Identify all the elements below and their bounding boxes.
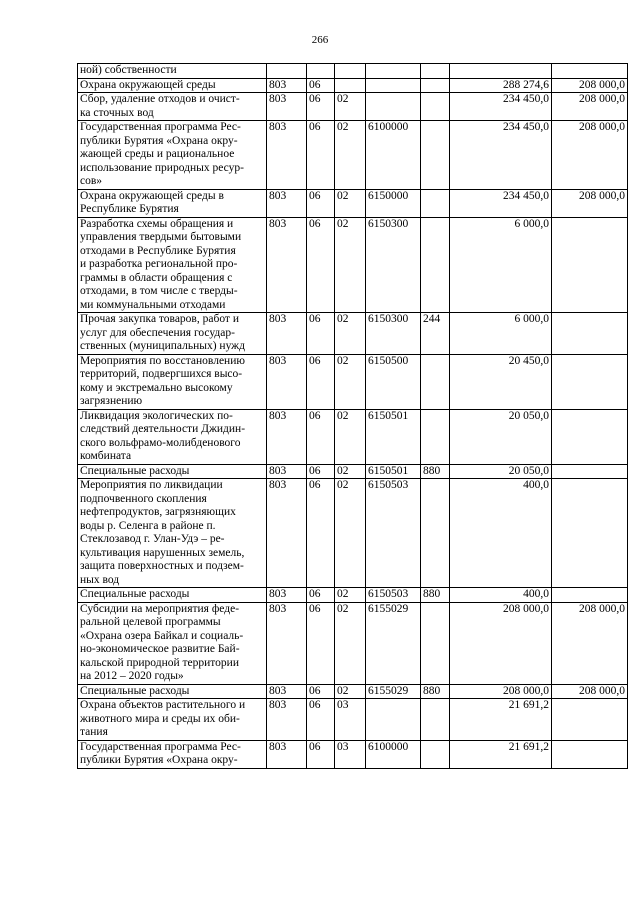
row-amount-1-cell: 208 000,0: [450, 602, 552, 684]
row-expense-type-cell: [421, 409, 450, 464]
row-amount-2-cell: [552, 464, 628, 479]
table-row: [78, 684, 628, 699]
row-ministry-code-cell: 803: [267, 684, 307, 699]
row-subsection-code-cell: [335, 64, 366, 79]
row-name-cell: Сбор, удаление отходов и очист- ка сточных вод: [78, 93, 267, 121]
row-name-cell: Государственная программа Рес- публики Бурятия «Охрана окру- жающей среды и рациональное использование природных ресур- сов»: [78, 121, 267, 190]
table-row: [78, 740, 628, 768]
row-target-item-cell: 6150503: [366, 479, 421, 588]
table-row: [78, 121, 628, 190]
row-target-item-cell: 6150503: [366, 588, 421, 603]
budget-table: [77, 63, 628, 769]
row-amount-1-cell: 400,0: [450, 479, 552, 588]
row-amount-1-cell: 234 450,0: [450, 189, 552, 217]
row-target-item-cell: 6150000: [366, 189, 421, 217]
table-row: [78, 409, 628, 464]
row-name-cell: Прочая закупка товаров, работ и услуг для обеспечения государ- ственных (муниципальных) нужд: [78, 313, 267, 355]
row-expense-type-cell: [421, 64, 450, 79]
row-amount-2-cell: 208 000,0: [552, 93, 628, 121]
row-target-item-cell: 6155029: [366, 602, 421, 684]
row-subsection-code-cell: 02: [335, 93, 366, 121]
row-expense-type-cell: [421, 699, 450, 741]
row-name-cell: Субсидии на мероприятия феде- ральной целевой программы «Охрана озера Байкал и социаль- но-экономическое развитие Бай- кальской природной территории на 2012 – 2020 годы»: [78, 602, 267, 684]
row-name-cell: Мероприятия по ликвидации подпочвенного скопления нефтепродуктов, загрязняющих воды р. Селенга в районе п. Стеклозавод г. Улан-Удэ – ре- культивация нарушенных земель, защита поверхностных и подзем- ных вод: [78, 479, 267, 588]
row-subsection-code-cell: 02: [335, 189, 366, 217]
row-name-cell: Специальные расходы: [78, 684, 267, 699]
row-ministry-code-cell: 803: [267, 121, 307, 190]
row-section-code-cell: 06: [307, 217, 335, 313]
row-amount-1-cell: 6 000,0: [450, 313, 552, 355]
row-amount-2-cell: [552, 409, 628, 464]
row-subsection-code-cell: 02: [335, 684, 366, 699]
row-expense-type-cell: [421, 217, 450, 313]
row-section-code-cell: 06: [307, 121, 335, 190]
row-ministry-code-cell: 803: [267, 189, 307, 217]
row-amount-2-cell: [552, 740, 628, 768]
row-amount-2-cell: 208 000,0: [552, 189, 628, 217]
row-ministry-code-cell: 803: [267, 602, 307, 684]
row-amount-2-cell: 208 000,0: [552, 78, 628, 93]
row-amount-1-cell: 6 000,0: [450, 217, 552, 313]
row-amount-2-cell: [552, 354, 628, 409]
row-target-item-cell: 6150501: [366, 464, 421, 479]
row-expense-type-cell: [421, 93, 450, 121]
row-ministry-code-cell: 803: [267, 588, 307, 603]
row-amount-2-cell: [552, 64, 628, 79]
page-number: 266: [311, 34, 329, 46]
row-section-code-cell: [307, 64, 335, 79]
row-ministry-code-cell: 803: [267, 78, 307, 93]
row-section-code-cell: 06: [307, 684, 335, 699]
table-row: [78, 699, 628, 741]
row-target-item-cell: 6150500: [366, 354, 421, 409]
table-row: [78, 93, 628, 121]
row-subsection-code-cell: 03: [335, 699, 366, 741]
row-name-cell: Специальные расходы: [78, 588, 267, 603]
table-row: [78, 354, 628, 409]
row-target-item-cell: 6155029: [366, 684, 421, 699]
table-row: [78, 588, 628, 603]
row-name-cell: Ликвидация экологических по- следствий деятельности Джидин- ского вольфрамо-молибденового комбината: [78, 409, 267, 464]
row-subsection-code-cell: 02: [335, 602, 366, 684]
row-subsection-code-cell: 02: [335, 464, 366, 479]
row-ministry-code-cell: 803: [267, 409, 307, 464]
row-section-code-cell: 06: [307, 479, 335, 588]
row-expense-type-cell: 880: [421, 684, 450, 699]
row-amount-2-cell: [552, 313, 628, 355]
row-section-code-cell: 06: [307, 93, 335, 121]
row-target-item-cell: [366, 78, 421, 93]
row-name-cell: Разработка схемы обращения и управления твердыми бытовыми отходами в Республике Бурятия и разработка региональной про- граммы в области обращения с отходами, в том числе с тверды- ми коммунальными отходами: [78, 217, 267, 313]
row-name-cell: Мероприятия по восстановлению территорий, подвергшихся высо- кому и экстремально высокому загрязнению: [78, 354, 267, 409]
row-name-cell: Государственная программа Рес- публики Бурятия «Охрана окру-: [78, 740, 267, 768]
row-subsection-code-cell: 02: [335, 354, 366, 409]
row-target-item-cell: 6150501: [366, 409, 421, 464]
row-expense-type-cell: 244: [421, 313, 450, 355]
row-ministry-code-cell: 803: [267, 699, 307, 741]
row-amount-1-cell: 288 274,6: [450, 78, 552, 93]
row-expense-type-cell: [421, 189, 450, 217]
row-name-cell: Охрана окружающей среды в Республике Бурятия: [78, 189, 267, 217]
row-name-cell: Охрана объектов растительного и животного мира и среды их оби- тания: [78, 699, 267, 741]
row-subsection-code-cell: 02: [335, 217, 366, 313]
row-amount-1-cell: 400,0: [450, 588, 552, 603]
row-amount-2-cell: 208 000,0: [552, 121, 628, 190]
row-amount-2-cell: 208 000,0: [552, 684, 628, 699]
row-name-cell: ной) собственности: [78, 64, 267, 79]
row-target-item-cell: [366, 64, 421, 79]
row-subsection-code-cell: [335, 78, 366, 93]
row-ministry-code-cell: 803: [267, 740, 307, 768]
row-target-item-cell: [366, 699, 421, 741]
row-target-item-cell: 6150300: [366, 313, 421, 355]
row-expense-type-cell: 880: [421, 588, 450, 603]
row-ministry-code-cell: 803: [267, 464, 307, 479]
row-name-cell: Специальные расходы: [78, 464, 267, 479]
row-subsection-code-cell: 02: [335, 588, 366, 603]
row-target-item-cell: 6100000: [366, 740, 421, 768]
table-row: [78, 64, 628, 79]
table-row: [78, 479, 628, 588]
row-amount-1-cell: 234 450,0: [450, 93, 552, 121]
row-amount-2-cell: [552, 588, 628, 603]
row-amount-1-cell: 20 050,0: [450, 409, 552, 464]
row-expense-type-cell: [421, 121, 450, 190]
row-subsection-code-cell: 02: [335, 121, 366, 190]
row-ministry-code-cell: 803: [267, 479, 307, 588]
row-amount-1-cell: [450, 64, 552, 79]
row-expense-type-cell: [421, 479, 450, 588]
row-expense-type-cell: [421, 602, 450, 684]
row-ministry-code-cell: 803: [267, 313, 307, 355]
row-ministry-code-cell: [267, 64, 307, 79]
table-row: [78, 78, 628, 93]
row-ministry-code-cell: 803: [267, 217, 307, 313]
row-target-item-cell: [366, 93, 421, 121]
row-amount-2-cell: 208 000,0: [552, 602, 628, 684]
row-section-code-cell: 06: [307, 464, 335, 479]
row-amount-2-cell: [552, 479, 628, 588]
table-row: [78, 217, 628, 313]
row-section-code-cell: 06: [307, 409, 335, 464]
row-name-cell: Охрана окружающей среды: [78, 78, 267, 93]
row-section-code-cell: 06: [307, 313, 335, 355]
row-amount-1-cell: 20 450,0: [450, 354, 552, 409]
row-target-item-cell: 6150300: [366, 217, 421, 313]
row-section-code-cell: 06: [307, 78, 335, 93]
table-row: [78, 602, 628, 684]
row-amount-2-cell: [552, 217, 628, 313]
row-expense-type-cell: [421, 78, 450, 93]
row-expense-type-cell: [421, 740, 450, 768]
row-target-item-cell: 6100000: [366, 121, 421, 190]
row-section-code-cell: 06: [307, 354, 335, 409]
table-row: [78, 313, 628, 355]
row-amount-1-cell: 21 691,2: [450, 740, 552, 768]
row-subsection-code-cell: 02: [335, 409, 366, 464]
row-subsection-code-cell: 03: [335, 740, 366, 768]
row-amount-2-cell: [552, 699, 628, 741]
row-section-code-cell: 06: [307, 588, 335, 603]
row-expense-type-cell: [421, 354, 450, 409]
row-ministry-code-cell: 803: [267, 93, 307, 121]
row-section-code-cell: 06: [307, 602, 335, 684]
row-ministry-code-cell: 803: [267, 354, 307, 409]
row-section-code-cell: 06: [307, 189, 335, 217]
row-expense-type-cell: 880: [421, 464, 450, 479]
row-section-code-cell: 06: [307, 699, 335, 741]
row-amount-1-cell: 20 050,0: [450, 464, 552, 479]
row-section-code-cell: 06: [307, 740, 335, 768]
row-subsection-code-cell: 02: [335, 479, 366, 588]
row-amount-1-cell: 21 691,2: [450, 699, 552, 741]
row-amount-1-cell: 234 450,0: [450, 121, 552, 190]
table-row: [78, 189, 628, 217]
row-amount-1-cell: 208 000,0: [450, 684, 552, 699]
row-subsection-code-cell: 02: [335, 313, 366, 355]
table-row: [78, 464, 628, 479]
